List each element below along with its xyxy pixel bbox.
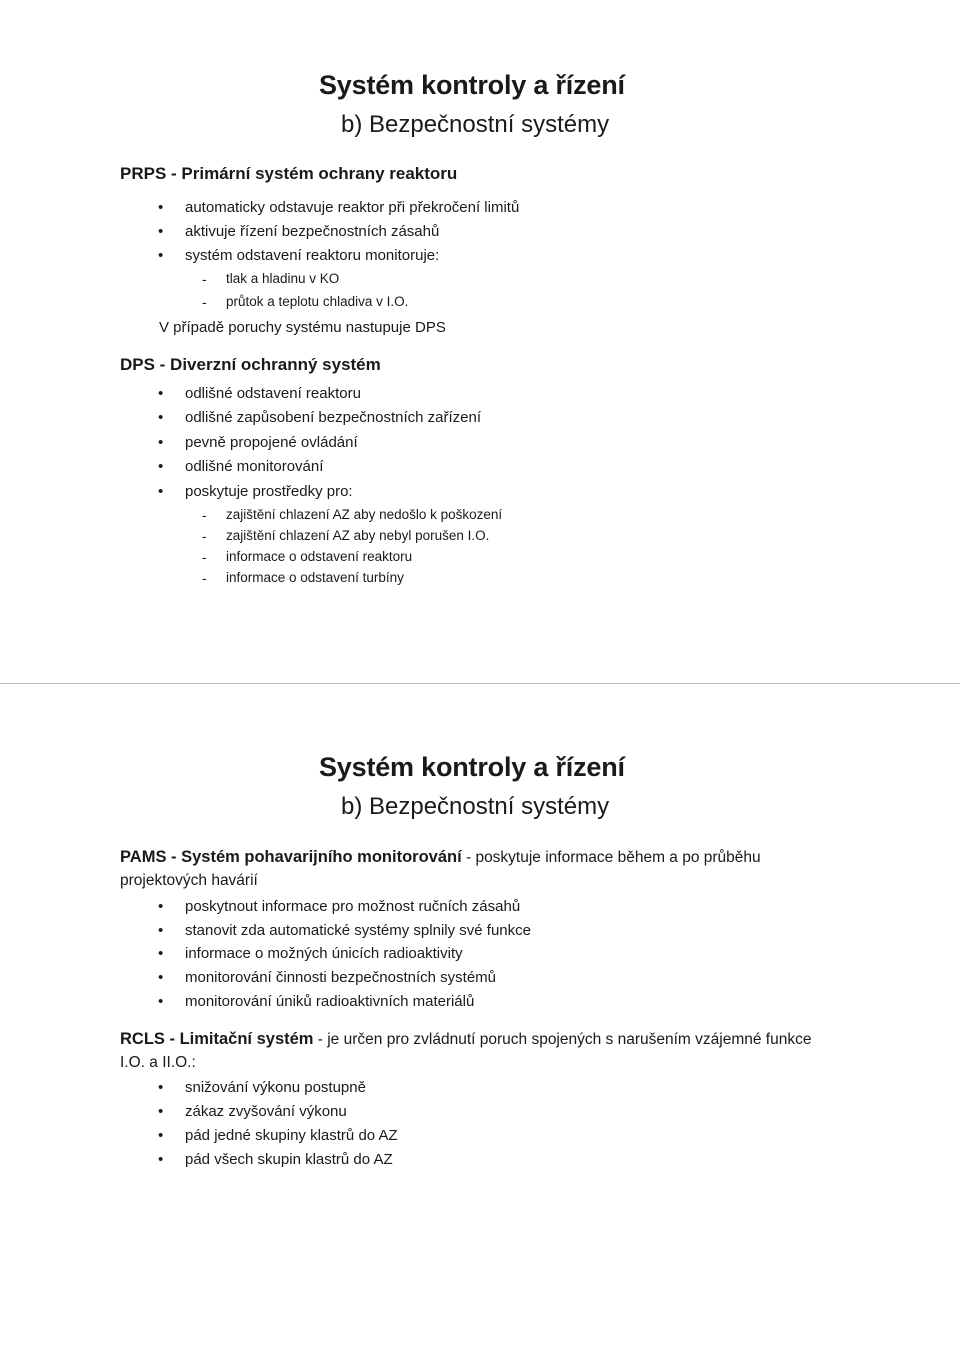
dps-subitem: zajištění chlazení AZ aby nedošlo k poškození (226, 507, 503, 522)
dps-subitem: zajištění chlazení AZ aby nebyl porušen I.O. (226, 528, 490, 543)
bullet-icon: • (158, 969, 164, 986)
prps-item: systém odstavení reaktoru monitoruje: (185, 247, 440, 264)
bullet-icon: • (158, 434, 164, 451)
dps-heading: DPS - Diverzní ochranný systém (120, 355, 381, 374)
bullet-icon: • (158, 1079, 164, 1096)
slide-subtitle: b) Bezpečnostní systémy (341, 111, 610, 138)
dash-icon: - (202, 271, 207, 287)
bullet-icon: • (158, 1127, 164, 1144)
dps-subitem: informace o odstavení reaktoru (226, 549, 413, 564)
bullet-icon: • (158, 898, 164, 915)
bullet-icon: • (158, 1103, 164, 1120)
bullet-icon: • (158, 409, 164, 426)
pams-paragraph (120, 846, 840, 892)
bullet-icon: • (158, 922, 164, 939)
rcls-item: zákaz zvyšování výkonu (185, 1103, 347, 1120)
bullet-icon: • (158, 199, 164, 216)
slide-2 (0, 684, 960, 1367)
pams-heading: PAMS - Systém pohavarijního monitorování (120, 848, 462, 866)
bullet-icon: • (158, 1151, 164, 1168)
bullet-icon: • (158, 458, 164, 475)
dps-item: poskytuje prostředky pro: (185, 483, 353, 500)
rcls-description: - je určen pro zvládnutí poruch spojených s narušením vzájemné funkce I.O. a II.O.: (120, 1031, 812, 1071)
pams-item: poskytnout informace pro možnost ručních zásahů (185, 898, 521, 915)
rcls-heading: RCLS - Limitační systém (120, 1030, 314, 1048)
prps-note: V případě poruchy systému nastupuje DPS (159, 319, 446, 336)
bullet-icon: • (158, 385, 164, 402)
dps-item: odlišné odstavení reaktoru (185, 385, 361, 402)
pams-item: stanovit zda automatické systémy splnily své funkce (185, 922, 531, 939)
dash-icon: - (202, 549, 207, 565)
slide-title: Systém kontroly a řízení (319, 752, 625, 782)
dash-icon: - (202, 528, 207, 544)
slide-title: Systém kontroly a řízení (319, 70, 625, 100)
dash-icon: - (202, 570, 207, 586)
pams-item: monitorování úniků radioaktivních materiálů (185, 993, 475, 1010)
slide-subtitle: b) Bezpečnostní systémy (341, 793, 610, 820)
dash-icon: - (202, 294, 207, 310)
bullet-icon: • (158, 223, 164, 240)
dps-item: odlišné monitorování (185, 458, 324, 475)
rcls-item: snižování výkonu postupně (185, 1079, 366, 1096)
dps-subitem: informace o odstavení turbíny (226, 570, 404, 585)
pams-item: informace o možných únicích radioaktivity (185, 945, 463, 962)
dash-icon: - (202, 507, 207, 523)
prps-item: aktivuje řízení bezpečnostních zásahů (185, 223, 440, 240)
pams-item: monitorování činnosti bezpečnostních systémů (185, 969, 496, 986)
dps-item: odlišné zapůsobení bezpečnostních zařízení (185, 409, 482, 426)
bullet-icon: • (158, 483, 164, 500)
prps-heading: PRPS - Primární systém ochrany reaktoru (120, 164, 458, 183)
bullet-icon: • (158, 993, 164, 1010)
bullet-icon: • (158, 247, 164, 264)
dps-item: pevně propojené ovládání (185, 434, 358, 451)
bullet-icon: • (158, 945, 164, 962)
prps-subitem: průtok a teplotu chladiva v I.O. (226, 294, 409, 309)
rcls-item: pád jedné skupiny klastrů do AZ (185, 1127, 398, 1144)
prps-subitem: tlak a hladinu v KO (226, 271, 340, 286)
rcls-paragraph (120, 1028, 840, 1074)
prps-item: automaticky odstavuje reaktor při překročení limitů (185, 199, 520, 216)
rcls-item: pád všech skupin klastrů do AZ (185, 1151, 393, 1168)
pams-description: - poskytuje informace během a po průběhu projektových havárií (120, 849, 761, 889)
